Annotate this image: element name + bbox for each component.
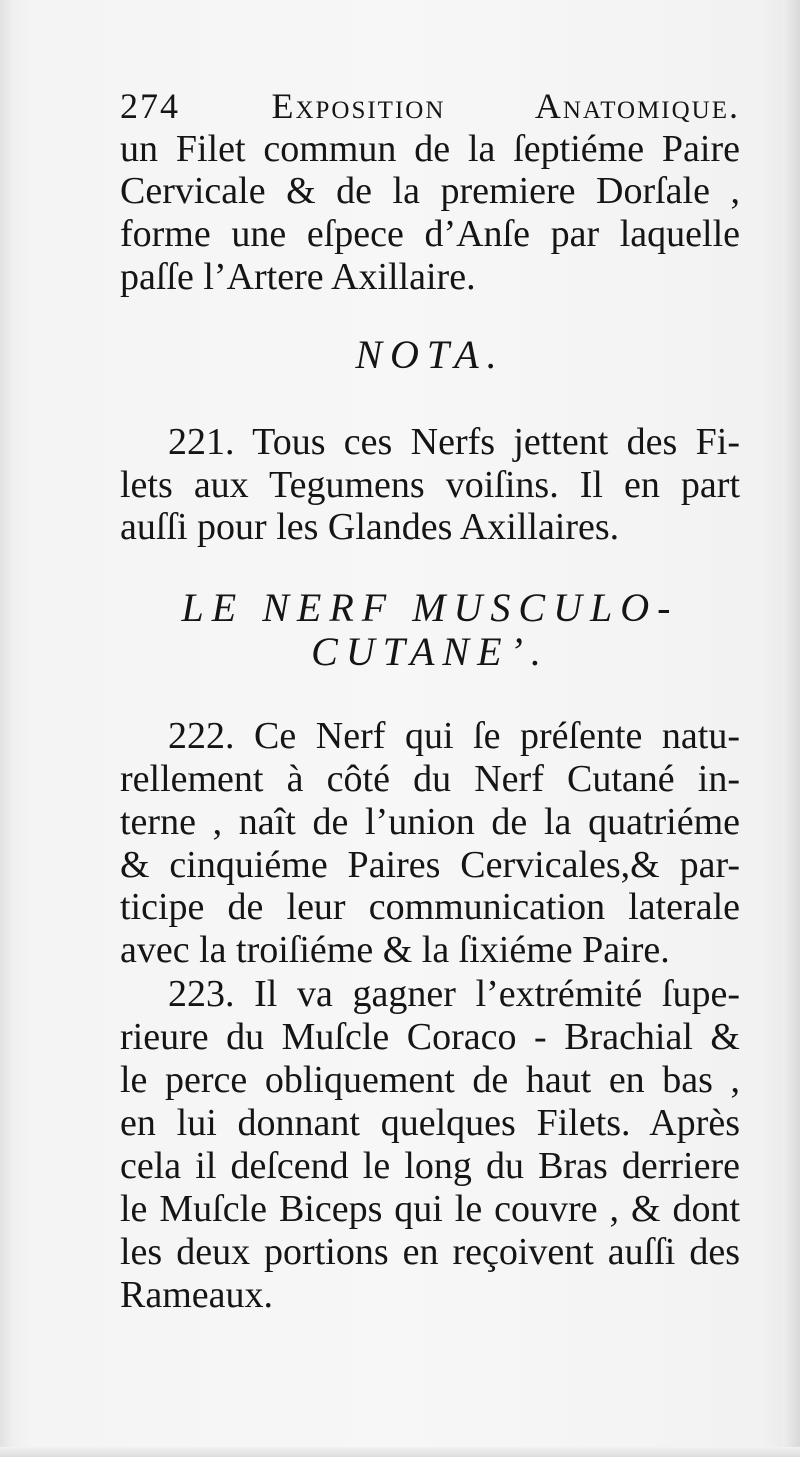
text-line: auſſi pour les Glandes Axillaires. — [120, 506, 620, 548]
text-line: un Filet commun de la ſeptiéme Paire — [120, 128, 740, 170]
text-line: le perce obliquement de haut en bas , — [120, 1059, 740, 1101]
page-bottom-edge — [0, 1447, 800, 1457]
text-line: 223. Il va gagner l’extrémité ſupe- — [168, 973, 740, 1015]
text-line: les deux portions en reçoivent auſſi des — [120, 1231, 740, 1273]
text-line: terne , naît de l’union de la quatriéme — [120, 801, 740, 843]
running-head: 274 Exposition Anatomique. — [120, 86, 740, 126]
text-line: cela il deſcend le long du Bras derriere — [120, 1145, 740, 1187]
text-line: Cervicale & de la premiere Dorſale , — [120, 170, 740, 212]
text-line: 221. Tous ces Nerfs jettent des Fi- — [168, 421, 740, 463]
text-line: paſſe l’Artere Axillaire. — [120, 256, 476, 298]
text-line: & cinquiéme Paires Cervicales,& par- — [120, 844, 740, 886]
text-line: forme une eſpece d’Anſe par laquelle — [120, 213, 740, 255]
section-heading-nota: NOTA. — [355, 332, 505, 377]
text-line: avec la troiſiéme & la ſixiéme Paire. — [120, 929, 670, 971]
section-heading-nerf-line1: LE NERF MUSCULO- — [181, 585, 679, 630]
text-line: ticipe de leur communication laterale — [120, 886, 740, 928]
text-line: rellement à côté du Nerf Cutané in- — [120, 758, 740, 800]
page-right-edge — [782, 0, 800, 1457]
text-line: Rameaux. — [120, 1274, 274, 1316]
page-left-edge — [0, 0, 14, 1457]
section-heading-nerf-line2: CUTANE’. — [311, 629, 549, 674]
text-line: rieure du Muſcle Coraco - Brachial & — [120, 1016, 740, 1058]
text-line: en lui donnant quelques Filets. Après — [120, 1102, 740, 1144]
text-line: lets aux Tegumens voiſins. Il en part — [120, 464, 740, 506]
text-line: le Muſcle Biceps qui le couvre , & dont — [120, 1188, 740, 1230]
text-line: 222. Ce Nerf qui ſe préſente natu- — [168, 715, 740, 757]
